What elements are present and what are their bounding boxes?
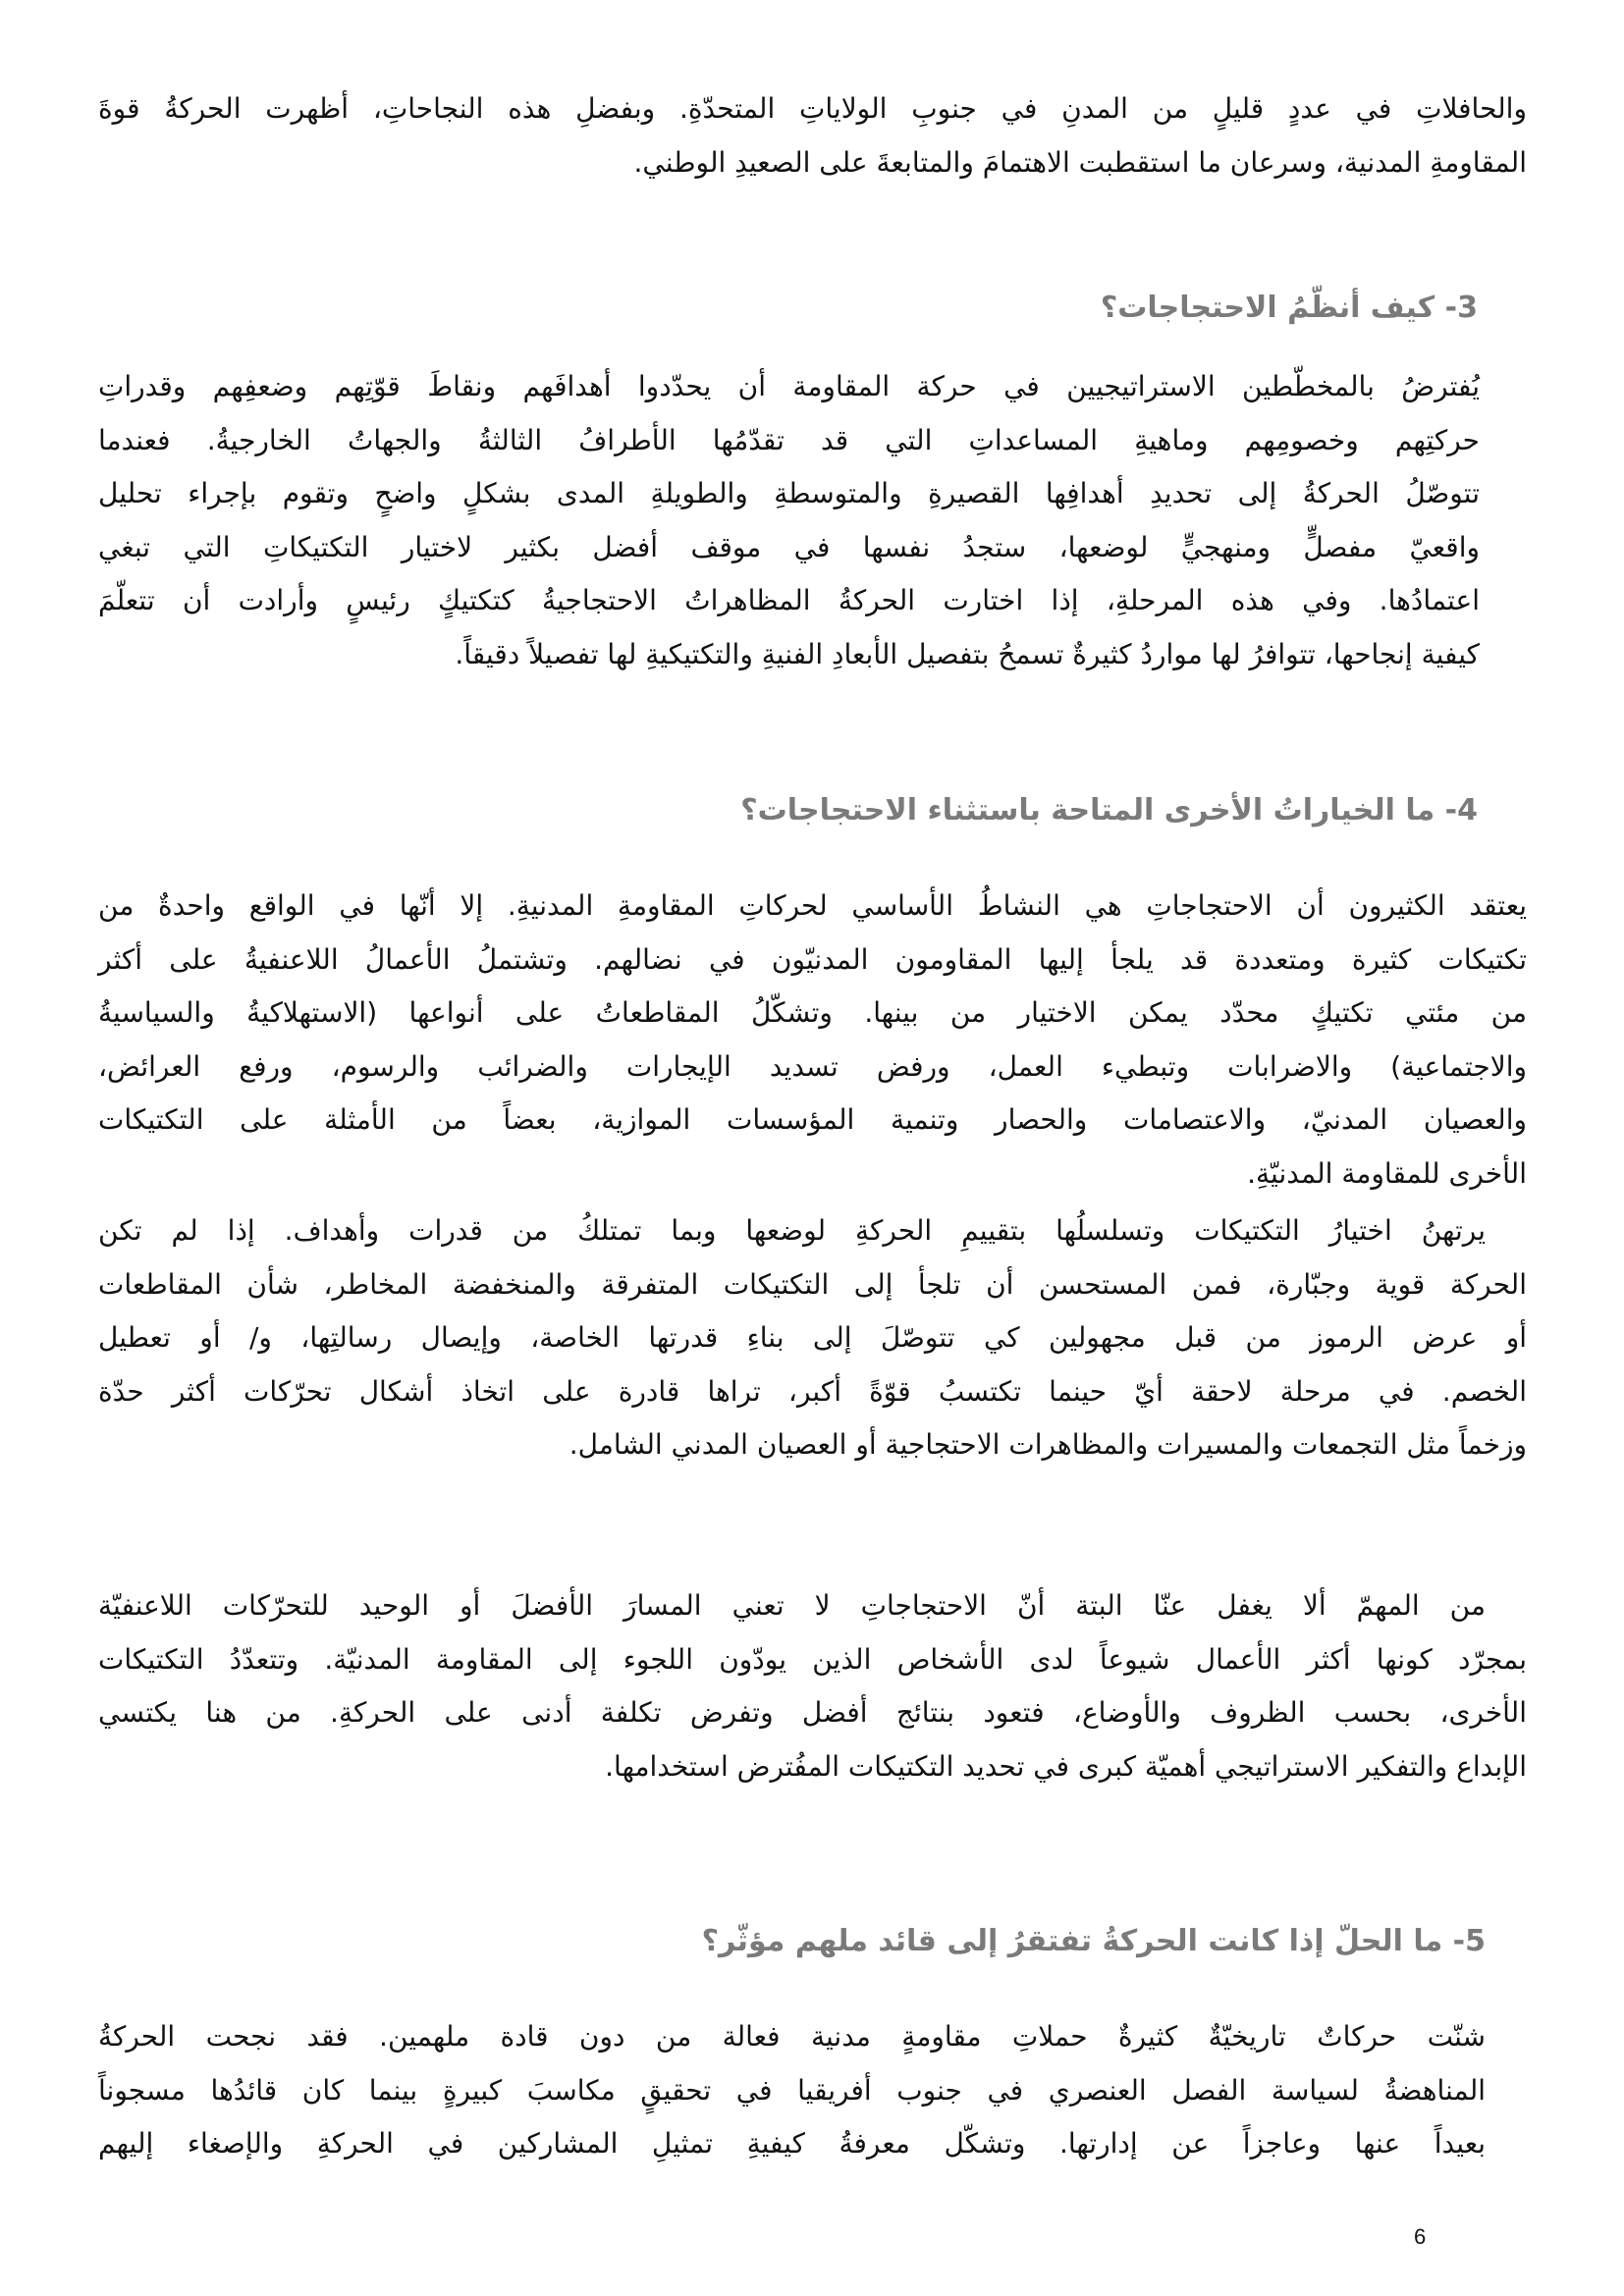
text-line: والعصيان المدنيّ، والاعتصامات والحصار وتنمية المؤسسات الموازية، بعضاً من الأمثلة على التكتيكات — [98, 1103, 1527, 1136]
text-line: اعتمادُها. وفي هذه المرحلةِ، إذا اختارت الحركةُ المظاهراتُ الاحتجاجيةُ كتكتيكٍ رئيسٍ وأرادت أن تتعلّمَ — [98, 584, 1480, 616]
text-line: يُفترضُ بالمخطّطين الاستراتيجيين في حركة المقاومة أن يحدّدوا أهدافَهم ونقاطَ قوّتِهم وضعفِهم وقدراتِ — [98, 370, 1480, 402]
text-line: الحركة قوية وجبّارة، فمن المستحسن أن تلجأ إلى التكتيكات المتفرقة والمنخفضة المخاطر، شأن المقاطعات — [98, 1267, 1527, 1301]
text-line: والحافلاتِ في عددٍ قليلٍ من المدنِ في جنوبِ الولاياتِ المتحدّةِ. وبفضلِ هذه النجاحاتِ، أظهرت الحركةُ قوةَ — [98, 92, 1527, 125]
text-line: حركتِهم وخصومِهم وماهيةِ المساعداتِ التي قد تقدّمُها الأطرافُ الثالثةُ والجهاتُ الخارجيةُ. فعندما — [98, 423, 1480, 456]
section-5-paragraph-1 — [98, 2010, 1486, 2171]
text-line: بعيداً عنها وعاجزاً عن إدارتها. وتشكّل معرفةُ كيفيةِ تمثيلِ المشاركين في الحركةِ والإصغاء إليهم — [98, 2127, 1486, 2160]
intro-paragraph — [98, 82, 1527, 189]
page-number: 6 — [1414, 2224, 1427, 2249]
text-line: من مئتي تكتيكٍ محدّد يمكن الاختيار من بينها. وتشكّلُ المقاطعاتُ على أنواعها (الاستهلاكيةُ والسياسيةُ — [98, 996, 1527, 1029]
text-line: وزخماً مثل التجمعات والمسيرات والمظاهرات الاحتجاجية أو العصيان المدني الشامل. — [568, 1428, 1527, 1461]
section-3-heading: 3- كيف أنظّمُ الاحتجاجات؟ — [1100, 291, 1478, 325]
text-line: الأخرى، بحسب الظروف والأوضاع، فتعود بنتائج أفضل وتفرض تكلفة أدنى على الحركةِ. من هنا يكتسي — [98, 1696, 1527, 1729]
text-line: واقعيّ مفصلٍّ ومنهجيٍّ لوضعها، ستجدُ نفسها في موقف أفضل بكثير لاختيار التكتيكاتِ التي تبغي — [98, 530, 1480, 563]
text-line: الأخرى للمقاومة المدنيّةِ. — [1247, 1156, 1527, 1190]
text-line: يعتقد الكثيرون أن الاحتجاجاتِ هي النشاطُ الأساسي لحركاتِ المقاومةِ المدنيةِ. إلا أنّها في الواقع واحدةٌ من — [98, 889, 1527, 922]
text-line: المناهضةُ لسياسة الفصل العنصري في جنوب أفريقيا في تحقيقٍ مكاسبَ كبيرةٍ بينما كان قائدُها مسجوناً — [98, 2073, 1486, 2107]
text-line: كيفية إنجاحها، تتوافرُ لها مواردُ كثيرةٌ تسمحُ بتفصيل الأبعادِ الفنيةِ والتكتيكيةِ لها تفصيلاً دقيقاً. — [455, 637, 1480, 670]
text-line: تكتيكات كثيرة ومتعددة قد يلجأ إليها المقاومون المدنيّون في نضالهم. وتشتملُ الأعمالُ اللاعنفيةُ على أكثر — [98, 942, 1527, 976]
text-line: الخصم. في مرحلة لاحقة أيّ حينما تكتسبُ قوّةً أكبر، تراها قادرة على اتخاذ أشكال تحرّكات أكثر حدّة — [98, 1374, 1527, 1408]
text-line: والاجتماعية) والاضرابات وتبطيء العمل، ورفض تسديد الإيجارات والضرائب والرسوم، ورفع العرائض، — [98, 1049, 1527, 1083]
text-line: من المهمّ ألا يغفل عنّا البتة أنّ الاحتجاجاتِ لا تعني المسارَ الأفضلَ أو الوحيد للتحرّكات اللاعنفيّة — [98, 1589, 1486, 1622]
section-4-paragraph-3 — [98, 1579, 1527, 1793]
text-line: تتوصّلُ الحركةُ إلى تحديدِ أهدافِها القصيرةِ والمتوسطةِ والطويلةِ المدى بشكلٍ واضحٍ وتقوم بإجراء تحليل — [98, 477, 1480, 509]
section-3-paragraph-1 — [98, 360, 1480, 681]
text-line: المقاومةِ المدنية، وسرعان ما استقطبت الاهتمامَ والمتابعةَ على الصعيدِ الوطني. — [633, 145, 1527, 179]
section-4-paragraph-2 — [98, 1204, 1527, 1472]
text-line: أو عرض الرموز من قبل مجهولين كي تتوصّلَ إلى بناءِ قدرتها الخاصة، وإيصال رسالتِها، و/ أو تعطيل — [98, 1321, 1527, 1354]
section-4-heading: 4- ما الخياراتُ الأخرى المتاحة باستثناء الاحتجاجات؟ — [740, 793, 1478, 828]
text-line: يرتهنُ اختيارُ التكتيكات وتسلسلُها بتقييمِ الحركةِ لوضعها وبما تمتلكُ من قدرات وأهداف. إذا لم تكن — [98, 1214, 1486, 1247]
section-4-paragraph-1 — [98, 880, 1527, 1201]
section-5-heading: 5- ما الحلّ إذا كانت الحركةُ تفتقرُ إلى قائد ملهم مؤثّر؟ — [701, 1924, 1486, 1958]
text-line: شنّت حركاتٌ تاريخيّةٌ كثيرةٌ حملاتِ مقاومةٍ مدنية فعالة من دون قادة ملهمين. فقد نجحت الحركةُ — [98, 2020, 1486, 2053]
text-line: بمجرّد كونها أكثر الأعمال شيوعاً لدى الأشخاص الذين يودّون اللجوء إلى المقاومة المدنيّة. وتتعدّدُ التكتيكات — [98, 1642, 1527, 1676]
text-line: الإبداع والتفكير الاستراتيجي أهميّة كبرى في تحديد التكتيكات المفُترض استخدامها. — [605, 1749, 1527, 1783]
